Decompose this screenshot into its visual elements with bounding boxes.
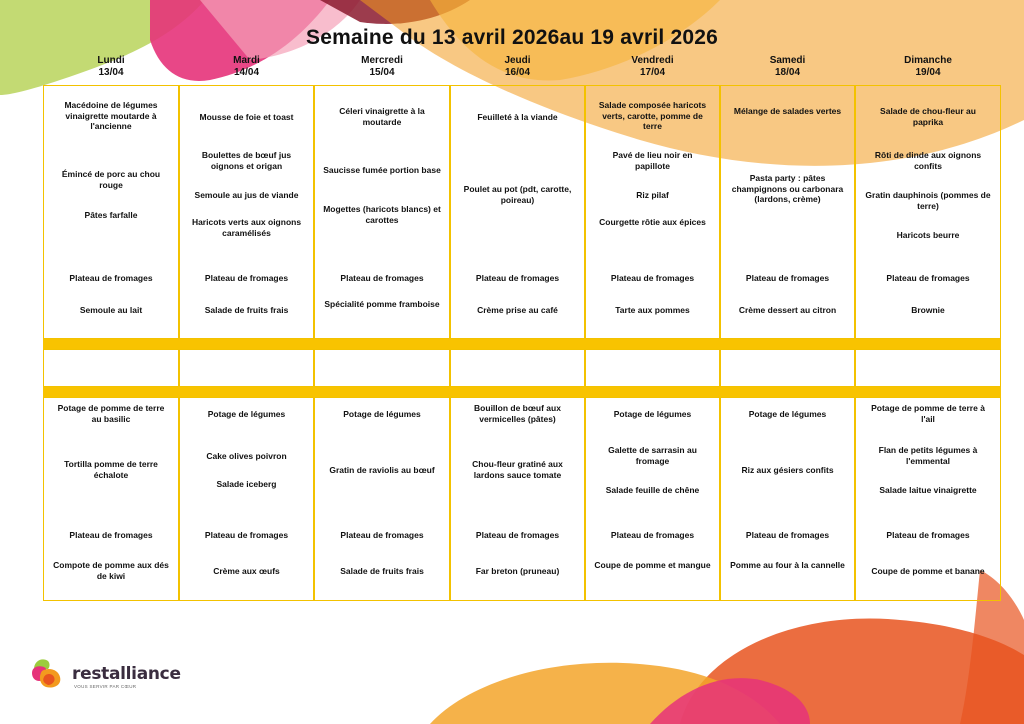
empty-cell-samedi [720, 349, 855, 387]
brand-name: restalliance [72, 664, 181, 684]
day-header-vendredi [585, 55, 720, 79]
lunch-cell-dimanche [855, 85, 1001, 339]
dinner-dish: Far breton (pruneau) [475, 566, 560, 576]
lunch-cell-samedi [720, 85, 855, 339]
day-header-jeudi [450, 55, 585, 79]
lunch-dish: Pâtes farfalle [84, 210, 138, 220]
day-name: Mercredi [361, 55, 403, 66]
dinner-dish: Plateau de fromages [475, 530, 560, 540]
day-date: 19/04 [915, 67, 941, 78]
dinner-dish: Coupe de pomme et banane [871, 566, 985, 576]
lunch-dish: Haricots verts aux oignons caramélisés [191, 217, 302, 238]
day-header-samedi [720, 55, 855, 79]
lunch-dish: Feuilleté à la viande [477, 112, 558, 122]
dinner-dish: Bouillon de bœuf aux vermicelles (pâtes) [474, 403, 561, 424]
lunch-dish: Mogettes (haricots blancs) et carottes [323, 204, 441, 225]
day-header-mardi [179, 55, 314, 79]
lunch-dish: Plateau de fromages [745, 273, 830, 283]
divider-band-bottom [43, 387, 1001, 397]
day-date: 17/04 [639, 67, 666, 78]
dinner-dish: Plateau de fromages [886, 530, 970, 540]
dinner-cell-mardi [179, 397, 314, 601]
lunch-dish: Salade composée haricots verts, carotte, pomme de terre [598, 100, 707, 131]
dinner-dish: Gratin de raviolis au bœuf [329, 465, 435, 475]
day-date: 13/04 [98, 67, 124, 78]
lunch-dish: Plateau de fromages [340, 273, 424, 283]
empty-cell-lundi [43, 349, 179, 387]
dinner-dish: Plateau de fromages [340, 530, 424, 540]
day-date: 16/04 [504, 67, 531, 78]
lunch-cell-lundi [43, 85, 179, 339]
lunch-dish: Spécialité pomme framboise [324, 299, 440, 309]
lunch-dish: Émincé de porc au chou rouge [61, 169, 161, 190]
dinner-cell-jeudi [450, 397, 585, 601]
dinner-dish: Cake olives poivron [206, 451, 287, 461]
lunch-dish: Semoule au jus de viande [194, 190, 299, 200]
day-date: 18/04 [774, 67, 801, 78]
dinner-dish: Tortilla pomme de terre échalote [64, 459, 158, 480]
lunch-dish: Courgette rôtie aux épices [599, 217, 706, 227]
day-name: Samedi [769, 55, 806, 66]
lunch-dish: Semoule au lait [79, 305, 143, 315]
lunch-cell-mercredi [314, 85, 450, 339]
lunch-dish: Boulettes de bœuf jus oignons et origan [201, 150, 292, 171]
dinner-dish: Plateau de fromages [745, 530, 830, 540]
lunch-dish: Plateau de fromages [610, 273, 695, 283]
day-name: Dimanche [904, 55, 952, 66]
lunch-cell-vendredi [585, 85, 720, 339]
day-name: Mardi [233, 55, 260, 66]
day-header-dimanche [855, 55, 1001, 79]
dinner-dish: Galette de sarrasin au fromage [608, 445, 697, 466]
day-name: Vendredi [631, 55, 674, 66]
dinner-cell-samedi [720, 397, 855, 601]
lunch-dish: Plateau de fromages [69, 273, 153, 283]
lunch-dish: Salade de chou-fleur au paprika [880, 106, 976, 127]
lunch-dish: Saucisse fumée portion base [323, 165, 441, 175]
dinner-dish: Plateau de fromages [204, 530, 289, 540]
dinner-dish: Potage de légumes [207, 409, 286, 419]
lunch-cell-jeudi [450, 85, 585, 339]
lunch-dish: Rôti de dinde aux oignons confits [874, 150, 982, 171]
dinner-dish: Salade feuille de chêne [605, 485, 700, 495]
lunch-dish: Plateau de fromages [204, 273, 289, 283]
dinner-cell-mercredi [314, 397, 450, 601]
dinner-dish: Salade laitue vinaigrette [879, 485, 977, 495]
dinner-dish: Potage de légumes [748, 409, 827, 419]
dinner-cell-dimanche [855, 397, 1001, 601]
dinner-dish: Potage de légumes [613, 409, 692, 419]
empty-cell-jeudi [450, 349, 585, 387]
dinner-dish: Salade iceberg [216, 479, 277, 489]
page-title: Semaine du 13 avril 2026au 19 avril 2026 [306, 26, 718, 49]
lunch-dish: Poulet au pot (pdt, carotte, poireau) [463, 184, 572, 205]
empty-cell-vendredi [585, 349, 720, 387]
empty-cell-mardi [179, 349, 314, 387]
empty-cell-dimanche [855, 349, 1001, 387]
dinner-dish: Crème aux œufs [213, 566, 280, 576]
dinner-cell-vendredi [585, 397, 720, 601]
dinner-dish: Flan de petits légumes à l'emmental [878, 445, 978, 466]
lunch-dish: Crème prise au café [477, 305, 558, 315]
day-header-mercredi [314, 55, 450, 79]
lunch-dish: Mousse de foie et toast [199, 112, 294, 122]
lunch-dish: Plateau de fromages [886, 273, 970, 283]
lunch-dish: Salade de fruits frais [204, 305, 289, 315]
lunch-dish: Pavé de lieu noir en papillote [612, 150, 693, 171]
lunch-dish: Crème dessert au citron [738, 305, 837, 315]
lunch-dish: Haricots beurre [896, 230, 960, 240]
dinner-dish: Plateau de fromages [610, 530, 695, 540]
dinner-dish: Salade de fruits frais [340, 566, 424, 576]
dinner-dish: Potage de pomme de terre au basilic [57, 403, 165, 424]
lunch-dish: Riz pilaf [636, 190, 669, 200]
lunch-dish: Pasta party : pâtes champignons ou carbonara (lardons, crème) [731, 173, 844, 204]
dinner-dish: Chou-fleur gratiné aux lardons sauce tomate [472, 459, 563, 480]
day-name: Jeudi [504, 55, 531, 66]
dinner-dish: Potage de légumes [343, 409, 421, 419]
lunch-dish: Gratin dauphinois (pommes de terre) [865, 190, 991, 211]
dinner-dish: Compote de pomme aux dés de kiwi [53, 560, 169, 581]
day-name: Lundi [97, 55, 125, 66]
lunch-dish: Macédoine de légumes vinaigrette moutarde à l'ancienne [64, 100, 158, 131]
lunch-cell-mardi [179, 85, 314, 339]
lunch-dish: Tarte aux pommes [615, 305, 690, 315]
empty-cell-mercredi [314, 349, 450, 387]
dinner-cell-lundi [43, 397, 179, 601]
dinner-dish: Pomme au four à la cannelle [730, 560, 845, 570]
dinner-dish: Riz aux gésiers confits [741, 465, 834, 475]
dinner-dish: Potage de pomme de terre à l'ail [871, 403, 985, 424]
dinner-dish: Plateau de fromages [69, 530, 153, 540]
brand-tagline: VOUS SERVIR PAR CŒUR [74, 684, 137, 689]
day-date: 14/04 [233, 67, 260, 78]
lunch-dish: Plateau de fromages [475, 273, 560, 283]
lunch-dish: Mélange de salades vertes [733, 106, 842, 116]
dinner-dish: Coupe de pomme et mangue [594, 560, 711, 570]
lunch-dish: Brownie [911, 305, 945, 315]
restalliance-logo-icon [30, 655, 66, 691]
day-date: 15/04 [369, 67, 395, 78]
divider-band-top [43, 339, 1001, 349]
day-header-lundi [43, 55, 179, 79]
lunch-dish: Céleri vinaigrette à la moutarde [339, 106, 425, 127]
